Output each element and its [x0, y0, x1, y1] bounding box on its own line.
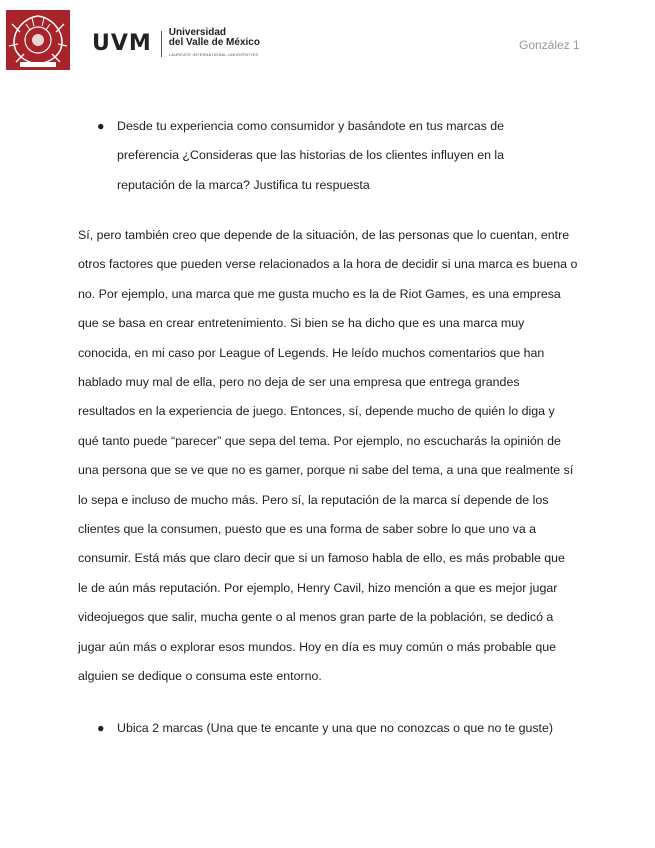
logo-wordmark: UVM — [92, 31, 152, 56]
answer-paragraph: Sí, pero también creo que depende de la situación, de las personas que lo cuentan, entre otros factores que pueden verse relacionados a la hora de decidir si una marca es buena o no. Por ejemplo, una marca que me gusta mucho es la de Riot Games, es una empresa que se basa en crear entretenimiento. Si bien se ha dicho que es una marca muy conocida, en mi caso por League of Legends. He leído muchos comentarios que han hablado muy mal de ella, pero no deja de ser una empresa que entrega grandes resultados en la experiencia de juego. Entonces, sí, depende mucho de quién lo diga y qué tanto puede “parecer” que sepa del tema. Por ejemplo, no escucharás la opinión de una persona que se ve que no es gamer, porque ni sabe del tema, a una que realmente sí lo sepa e incluso de mucho más. Pero sí, la reputación de la marca sí depende de los clientes que la consumen, puesto que es una forma de saber sobre lo que uno va a consumir. Está más que claro decir que si un famoso habla de ello, es más probable que le de aún más reputación. Por ejemplo, Henry Cavil, hizo mención a que es mejor jugar videojuegos que salir, mucha gente o al menos gran parte de la población, se dedicó a jugar aún más o explorar esos mundos. Hoy en día es muy común o más probable que alguien se dedique o consuma este entorno. — [78, 228, 578, 684]
page-header-label: González 1 — [519, 38, 580, 52]
question-bullet-2 — [97, 714, 597, 743]
uvm-logo — [92, 28, 260, 60]
logo-divider — [161, 31, 162, 57]
university-tagline: LAUREATE INTERNATIONAL UNIVERSITIES — [168, 52, 259, 57]
question-bullet-1 — [97, 112, 557, 200]
bullet-icon: ● — [97, 721, 105, 735]
bullet-icon: ● — [97, 119, 105, 133]
university-name-line1: Universidad — [168, 27, 227, 38]
university-name — [169, 28, 260, 60]
uvm-seal-icon — [6, 10, 70, 70]
question-text-1: Desde tu experiencia como consumidor y basándote en tus marcas de preferencia ¿Consideras que las historias de los clientes influyen en la reputación de la marca? Justifica tu respuesta — [117, 119, 505, 192]
question-text-2: Ubica 2 marcas (Una que te encante y una que no conozcas o que no te guste) — [117, 721, 554, 735]
university-name-line2: del Valle de México — [168, 37, 260, 48]
